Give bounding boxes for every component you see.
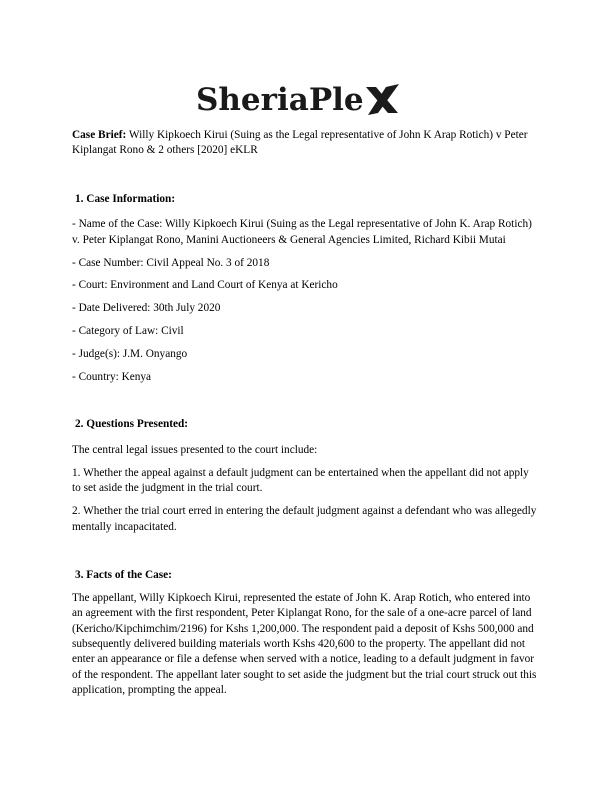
case-brief-label: Case Brief: <box>72 129 127 141</box>
case-info-item: - Date Delivered: 30th July 2020 <box>72 302 221 315</box>
case-info-item: - Case Number: Civil Appeal No. 3 of 2018 <box>72 256 270 269</box>
questions-intro: The central legal issues presented to the court include: <box>72 443 318 456</box>
case-info-item: - Category of Law: Civil <box>72 325 184 338</box>
case-brief <box>72 128 540 159</box>
case-info-item: - Judge(s): J.M. Onyango <box>72 348 188 361</box>
section-heading-case-information: 1. Case Information: <box>75 192 176 205</box>
logo-wordmark: SheriaPle <box>196 82 364 118</box>
case-brief-title: Willy Kipkoech Kirui (Suing as the Legal representative of John K Arap Rotich) v Peter Kiplangat Rono & 2 others [2020] eKLR <box>72 129 528 157</box>
document-body <box>72 128 540 699</box>
section-heading-facts: 3. Facts of the Case: <box>75 568 172 581</box>
facts-paragraph: The appellant, Willy Kipkoech Kirui, represented the estate of John K. Arap Rotich, who entered into an agreement with the first respondent, Peter Kiplangat Rono, for the sale of a one-acre parcel of land (Kericho/Kipchimchim/2196) for Kshs 1,200,000. The respondent paid a deposit of Kshs 500,000 and subsequently delivered building materials worth Kshs 420,600 to the property. The appellant did not enter an appearance or file a defense when served with a notice, leading to a default judgment in favor of the respondent. The appellant later sought to set aside the judgment but the trial court struck out this application, prompting the appeal. <box>72 591 537 697</box>
logo-x-mark-icon <box>364 83 400 117</box>
case-info-item: - Court: Environment and Land Court of Kenya at Kericho <box>72 279 338 292</box>
question-item: 2. Whether the trial court erred in entering the default judgment against a defendant who was allegedly mentally incapacitated. <box>72 505 537 533</box>
sheriaplex-logo <box>196 80 400 120</box>
case-info-item: - Name of the Case: Willy Kipkoech Kirui (Suing as the Legal representative of John K. Arap Rotich) v. Peter Kiplangat Rono, Manini Auctioneers & General Agencies Limited, Richard Kibii Mutai <box>72 218 532 246</box>
question-item: 1. Whether the appeal against a default judgment can be entertained when the appellant did not apply to set aside the judgment in the trial court. <box>72 466 529 495</box>
case-info-item: - Country: Kenya <box>72 371 152 384</box>
section-heading-questions-presented: 2. Questions Presented: <box>75 418 189 431</box>
